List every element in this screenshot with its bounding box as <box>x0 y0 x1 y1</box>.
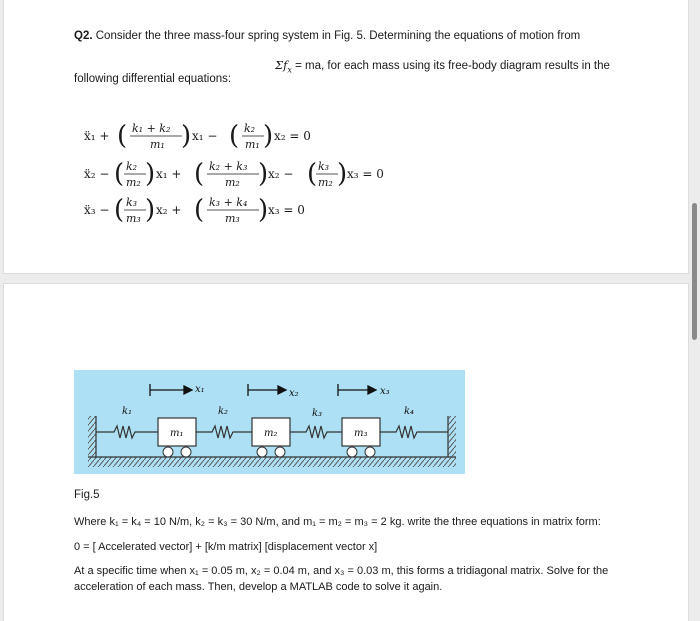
eq2-t2-x: x₂ − <box>268 167 294 181</box>
eq3-t2-den: m₃ <box>225 212 240 225</box>
specific-time-line-1: At a specific time when x₁ = 0.05 m, x₂ = 0.04 m, and x₃ = 0.03 m, this forms a tridiagonal matrix. Solve for the <box>74 565 609 577</box>
arrow-x1 <box>150 384 192 396</box>
label-k4: k₄ <box>404 406 415 417</box>
question-text-2: = ma, for each mass using its free-body diagram results in the <box>291 60 610 72</box>
question-text-3: following differential equations: <box>74 73 232 85</box>
svg-text:): ) <box>258 159 269 189</box>
svg-text:): ) <box>181 121 192 151</box>
eq2-t2-num: k₂ + k₃ <box>209 160 248 173</box>
eq2-t1-num: k₂ <box>126 160 138 173</box>
sum-subscript: x <box>287 65 292 75</box>
eq1-t2-num: k₂ <box>244 122 256 135</box>
eq2-t3-num: k₃ <box>318 160 330 173</box>
eq3-lead: ẍ₃ − <box>84 203 110 217</box>
svg-text:): ) <box>145 159 156 189</box>
scrollbar[interactable] <box>690 0 700 621</box>
eq1-t2-x: x₂ = 0 <box>274 129 311 143</box>
label-m3: m₃ <box>354 428 368 439</box>
wheel <box>163 447 173 457</box>
svg-text:(: ( <box>307 159 318 189</box>
ground-hatch <box>88 457 456 467</box>
spring-k3 <box>290 426 342 438</box>
svg-text:(: ( <box>114 159 125 189</box>
wheel <box>365 447 375 457</box>
spring-k1 <box>96 426 158 438</box>
wheel <box>347 447 357 457</box>
svg-text:): ) <box>145 195 156 225</box>
svg-text:(: ( <box>194 195 205 225</box>
svg-text:): ) <box>258 195 269 225</box>
eq2-t1-den: m₂ <box>126 176 141 189</box>
wheel <box>275 447 285 457</box>
label-x1: x₁ <box>195 384 205 395</box>
eq3-t1-x: x₂ + <box>156 203 182 217</box>
eq3-t2-x: x₃ = 0 <box>268 203 305 217</box>
sum-formula: Σf <box>275 58 288 72</box>
equation-2 <box>84 159 384 189</box>
matrix-form-line: 0 = [ Accelerated vector] + [k/m matrix] [displacement vector x] <box>74 541 378 553</box>
eq2-t3-x: x₃ = 0 <box>347 167 384 181</box>
mass-spring-svg <box>74 370 465 474</box>
question-text-1: Consider the three mass-four spring system in Fig. 5. Determining the equations of motion from <box>95 30 581 42</box>
svg-text:(: ( <box>117 121 128 151</box>
wheel <box>257 447 267 457</box>
equation-1 <box>84 121 311 151</box>
arrow-x3 <box>338 384 376 396</box>
svg-text:(: ( <box>194 159 205 189</box>
arrow-x2 <box>248 384 286 396</box>
label-m1: m₁ <box>170 428 184 439</box>
label-k3: k₃ <box>312 408 323 419</box>
specific-time-line-2: acceleration of each mass. Then, develop a MATLAB code to solve it again. <box>74 581 443 593</box>
scrollbar-thumb[interactable] <box>692 203 697 340</box>
label-m2: m₂ <box>264 428 278 439</box>
label-x2: x₂ <box>289 388 299 399</box>
svg-text:(: ( <box>229 121 240 151</box>
eq1-t1-den: m₁ <box>150 138 165 151</box>
equations-block <box>0 0 700 270</box>
label-k2: k₂ <box>218 406 229 417</box>
eq2-t2-den: m₂ <box>225 176 240 189</box>
eq2-lead: ẍ₂ − <box>84 167 110 181</box>
figure-caption: Fig.5 <box>74 489 100 501</box>
left-wall <box>88 416 96 457</box>
spring-k4 <box>380 426 448 438</box>
eq2-t3-den: m₂ <box>318 176 333 189</box>
where-line: Where k₁ = k₄ = 10 N/m, k₂ = k₃ = 30 N/m, and m₁ = m₂ = m₃ = 2 kg. write the three equations in matrix form: <box>74 516 601 528</box>
svg-text:(: ( <box>114 195 125 225</box>
svg-text:): ) <box>263 121 274 151</box>
equation-3 <box>84 195 305 225</box>
eq1-t1-num: k₁ + k₂ <box>132 122 171 135</box>
label-k1: k₁ <box>122 406 133 417</box>
right-wall <box>448 416 456 457</box>
eq1-lead: ẍ₁ + <box>84 129 110 143</box>
eq3-t2-num: k₃ + k₄ <box>209 196 248 209</box>
question-number: Q2. <box>74 30 93 42</box>
eq1-t2-den: m₁ <box>245 138 260 151</box>
eq1-t1-x: x₁ − <box>192 129 218 143</box>
label-x3: x₃ <box>380 386 390 397</box>
eq2-t1-x: x₁ + <box>156 167 182 181</box>
mass-spring-diagram <box>74 370 465 474</box>
wheel <box>181 447 191 457</box>
eq3-t1-num: k₃ <box>126 196 138 209</box>
spring-k2 <box>196 426 252 438</box>
svg-text:): ) <box>337 159 348 189</box>
eq3-t1-den: m₃ <box>126 212 141 225</box>
